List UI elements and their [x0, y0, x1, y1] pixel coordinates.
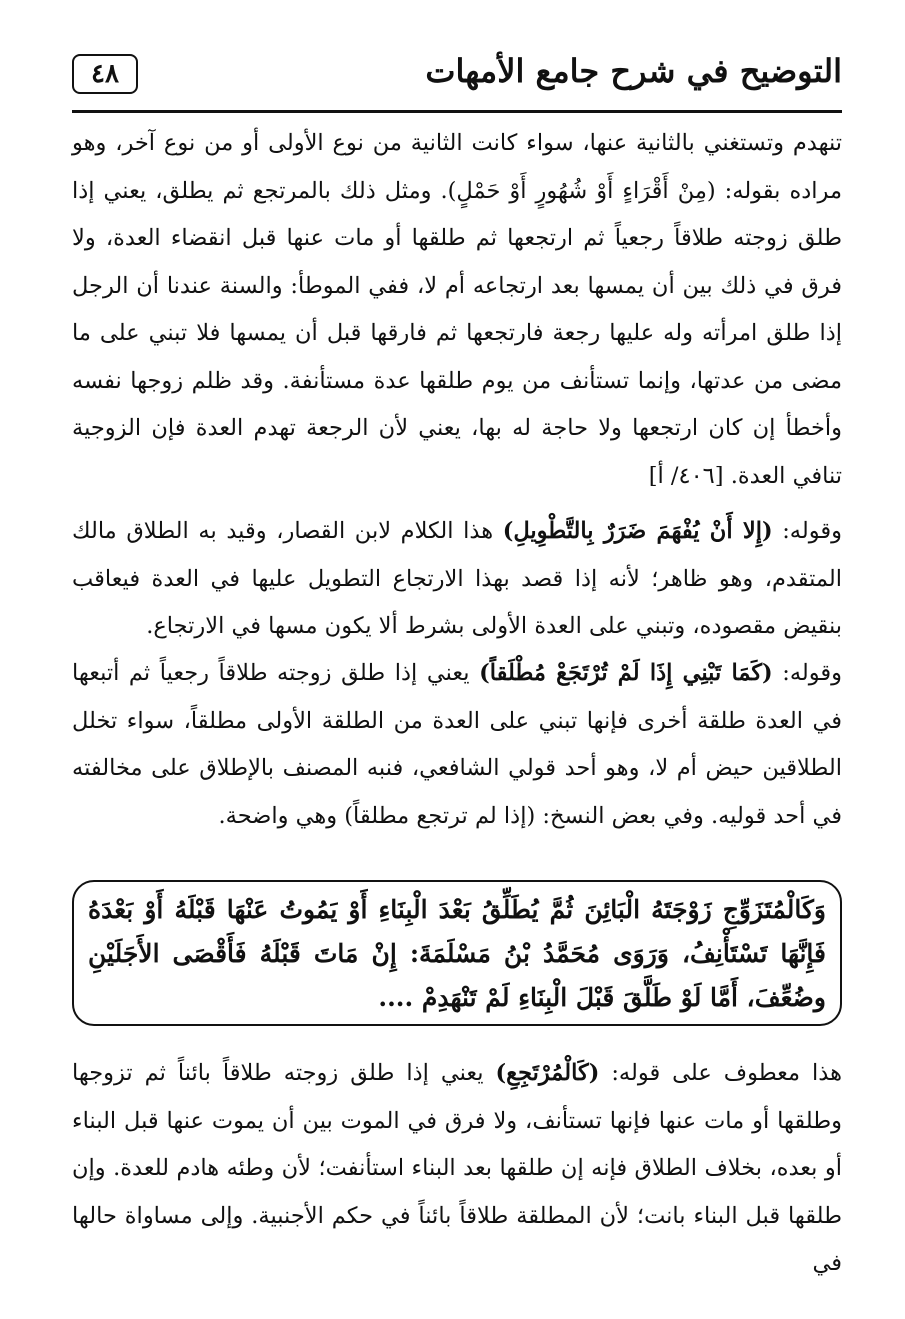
paragraph-body: يعني إذا طلق زوجته طلاقاً بائناً ثم تزوجها وطلقها أو مات عنها فإنها تستأنف، ولا فرق في الموت بين أن يموت عنها قبل البناء أو بعده، بخلاف الطلاق فإنه إن طلقها بعد البناء استأنفت؛ لأن وطئه هادم للعدة. وإن طلقها قبل البناء بانت؛ لأن المطلقة طلاقاً بائناً في حكم الأجنبية. وإلى مساواة حالها في — [72, 1060, 842, 1276]
quoted-matn: (إِلا أَنْ يُفْهَمَ ضَرَرٌ بِالتَّطْوِيلِ) — [502, 518, 773, 544]
quoted-matn: (كَمَا تَبْنِي إِذَا لَمْ تُرْتَجَعْ مُطْلَقاً) — [479, 660, 773, 686]
paragraph-lead: وقوله: — [772, 518, 842, 544]
paragraph-lead: هذا معطوف على قوله: — [599, 1060, 842, 1086]
commentary-paragraph — [72, 1050, 842, 1288]
commentary-paragraph — [72, 650, 842, 840]
commentary-paragraph — [72, 508, 842, 651]
paragraph-body: هذا الكلام لابن القصار، وقيد به الطلاق مالك المتقدم، وهو ظاهر؛ لأنه إذا قصد بهذا الارتجاع التطويل عليها في العدة فيعاقب بنقيض مقصوده، وتبني على العدة الأولى بشرط ألا يكون مسها في الارتجاع. — [72, 518, 842, 639]
header-divider — [72, 110, 842, 113]
quoted-matn: (كَالْمُرْتَجِعِ) — [495, 1060, 600, 1086]
book-title: التوضيح في شرح جامع الأمهات — [425, 52, 842, 90]
paragraph-body: يعني إذا طلق زوجته طلاقاً رجعياً ثم أتبعها في العدة طلقة أخرى فإنها تبني على العدة من الطلقة الأولى مطلقاً، سواء تخلل الطلاقين حيض أم لا، وهو أحد قولي الشافعي، فنبه المصنف بالإطلاق على مخالفته في أحد قوليه. وفي بعض النسخ: (إذا لم ترتجع مطلقاً) وهي واضحة. — [72, 660, 842, 829]
page-number: ٤٨ — [72, 54, 138, 94]
commentary-block-4 — [72, 1050, 842, 1288]
paragraph-lead: وقوله: — [772, 660, 842, 686]
commentary-paragraph: تنهدم وتستغني بالثانية عنها، سواء كانت الثانية من نوع الأولى أو من نوع آخر، وهو مراده بقوله: (مِنْ أَقْرَاءٍ أَوْ شُهُورٍ أَوْ حَمْلٍ). ومثل ذلك بالمرتجع ثم يطلق، يعني إذا طلق زوجته طلاقاً رجعياً ثم ارتجعها ثم طلقها أو مات عنها قبل انقضاء العدة، ولا فرق في ذلك بين أن يمسها بعد ارتجاعه أم لا، ففي الموطأ: والسنة عندنا أن الرجل إذا طلق امرأته وله عليها رجعة فارتجعها ثم فارقها قبل أن يمسها فلا تبني على ما مضى من عدتها، وإنما تستأنف من يوم طلقها عدة مستأنفة. وقد ظلم زوجها نفسه وأخطأ إن كان ارتجعها ولا حاجة له بها، يعني لأن الرجعة تهدم العدة فإن الزوجية تنافي العدة. [٤٠٦/ أ] — [72, 130, 842, 489]
matn-box: وَكَالْمُتَزَوِّجِ زَوْجَتَهُ الْبَائِنَ ثُمَّ يُطَلِّقُ بَعْدَ الْبِنَاءِ أَوْ يَمُوتُ عَنْهَا قَبْلَهُ أَوْ بَعْدَهُ فَإِنَّهَا تَسْتَأْنِفُ، وَرَوَى مُحَمَّدُ بْنُ مَسْلَمَةَ: إِنْ مَاتَ قَبْلَهُ فَأَقْصَى الأَجَلَيْنِ وضُعِّفَ، أَمَّا لَوْ طَلَّقَ قَبْلَ الْبِنَاءِ لَمْ تَنْهَدِمْ .... — [72, 880, 842, 1026]
page-header — [72, 52, 842, 114]
commentary-block-3 — [72, 650, 842, 840]
commentary-block-2 — [72, 508, 842, 651]
commentary-block-1 — [72, 120, 842, 500]
